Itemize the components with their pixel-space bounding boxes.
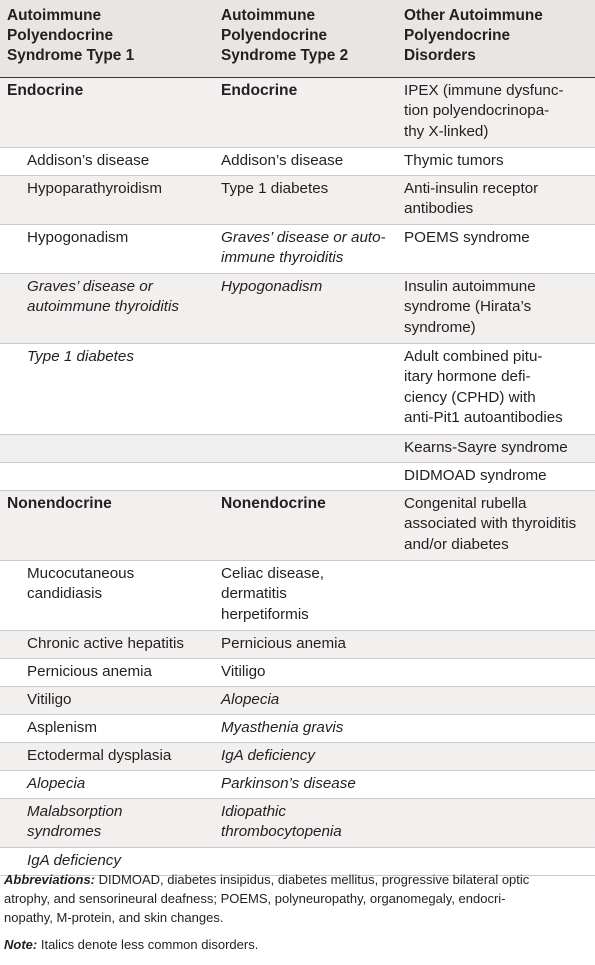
- table-cell: Vitiligo: [221, 662, 266, 680]
- cell-line: and/or diabetes: [404, 535, 509, 553]
- table-row: [0, 175, 595, 224]
- table-row: [0, 630, 595, 658]
- note-label: Note:: [4, 937, 38, 952]
- cell-line: Celiac disease,: [221, 564, 324, 582]
- table-cell: Pernicious anemia: [221, 634, 346, 652]
- cell-line: associated with thyroiditis: [404, 515, 577, 532]
- cell-line: Congenital rubella: [404, 494, 527, 512]
- header-line: Autoimmune: [221, 7, 316, 24]
- table-cell: [214, 462, 397, 490]
- table-cell: [0, 560, 214, 630]
- note-text: Italics denote less common disorders.: [40, 937, 259, 952]
- table-cell: [397, 343, 595, 434]
- table-cell: Thymic tumors: [404, 151, 504, 169]
- cell-line: Graves’ disease or auto-: [221, 228, 386, 246]
- cell-line: syndromes: [27, 823, 102, 840]
- table-cell: [397, 77, 595, 147]
- table-cell: [397, 273, 595, 343]
- abbreviations-note: [4, 870, 591, 927]
- abbreviations-label: Abbreviations:: [4, 872, 96, 887]
- header-line: Autoimmune: [7, 7, 102, 24]
- cell-line: thrombocytopenia: [221, 823, 342, 840]
- table-cell: [397, 490, 595, 560]
- table-cell: [214, 224, 397, 273]
- table-row: [0, 686, 595, 714]
- cell-line: anti-Pit1 autoantibodies: [404, 409, 563, 426]
- table-cell: [397, 175, 595, 224]
- table-cell: POEMS syndrome: [404, 228, 530, 246]
- table-cell: Ectodermal dysplasia: [27, 746, 172, 764]
- header-line: Polyendocrine: [221, 27, 328, 44]
- cell-line: syndrome): [404, 318, 476, 336]
- table-cell: [0, 273, 214, 343]
- header-line: Polyendocrine: [7, 27, 114, 44]
- cell-line: Anti-insulin receptor: [404, 179, 539, 197]
- table-cell: [397, 742, 595, 770]
- table-cell: IgA deficiency: [27, 851, 121, 869]
- table-cell: Type 1 diabetes: [27, 347, 134, 365]
- section-heading: Endocrine: [221, 81, 298, 99]
- table-row: [0, 742, 595, 770]
- table-cell: Type 1 diabetes: [221, 179, 329, 197]
- cell-line: autoimmune thyroiditis: [27, 298, 179, 315]
- cell-line: dermatitis: [221, 585, 287, 602]
- table-cell: Alopecia: [221, 690, 280, 708]
- cell-line: thy X-linked): [404, 122, 489, 140]
- table-cell: Myasthenia gravis: [221, 718, 344, 736]
- table-row: [0, 490, 595, 560]
- cell-line: Adult combined pitu-: [404, 347, 543, 365]
- table-row: [0, 560, 595, 630]
- table-cell: [0, 462, 214, 490]
- header-apst2: [214, 0, 397, 77]
- table-cell: Addison’s disease: [221, 151, 344, 169]
- table-cell: [397, 798, 595, 847]
- table-row: [0, 343, 595, 434]
- abbreviations-line: DIDMOAD, diabetes insipidus, diabetes mellitus, progressive bilateral optic: [98, 872, 530, 887]
- cell-line: immune thyroiditis: [221, 249, 344, 266]
- table-cell: Addison’s disease: [27, 151, 150, 169]
- table-cell: Kearns-Sayre syndrome: [404, 438, 568, 456]
- table-header-row: [0, 0, 595, 77]
- table-row: [0, 147, 595, 175]
- table-cell: Hypogonadism: [27, 228, 129, 246]
- table-row: [0, 434, 595, 462]
- table-cell: [0, 434, 214, 462]
- header-line: Syndrome Type 1: [7, 47, 135, 64]
- table-cell: [397, 686, 595, 714]
- table-row: [0, 770, 595, 798]
- table-cell: [397, 714, 595, 742]
- header-line: Syndrome Type 2: [221, 47, 349, 64]
- cell-line: herpetiformis: [221, 605, 309, 623]
- cell-line: itary hormone defi-: [404, 368, 531, 385]
- italics-note: [4, 935, 591, 954]
- cell-line: Mucocutaneous: [27, 564, 135, 582]
- header-line: Disorders: [404, 47, 476, 64]
- table-footnotes: [0, 870, 595, 954]
- header-apst1: [0, 0, 214, 77]
- cell-line: antibodies: [404, 200, 474, 217]
- cell-line: Malabsorption: [27, 802, 123, 820]
- abbreviations-line: nopathy, M-protein, and skin changes.: [4, 910, 224, 925]
- table-row: [0, 714, 595, 742]
- table-cell: Parkinson’s disease: [221, 774, 356, 792]
- abbreviations-line: atrophy, and sensorineural deafness; POEMS, polyneuropathy, organomegaly, endocri-: [4, 891, 506, 906]
- table-row: [0, 658, 595, 686]
- table-cell: DIDMOAD syndrome: [404, 466, 547, 484]
- table-cell: [397, 658, 595, 686]
- table-cell: [214, 798, 397, 847]
- table-cell: [397, 630, 595, 658]
- table-cell: Hypoparathyroidism: [27, 179, 163, 197]
- table-cell: Hypogonadism: [221, 277, 323, 295]
- cell-line: syndrome (Hirata’s: [404, 298, 532, 315]
- table-cell: Alopecia: [27, 774, 86, 792]
- table-cell: IgA deficiency: [221, 746, 315, 764]
- section-heading: Nonendocrine: [221, 494, 326, 512]
- table-cell: [0, 798, 214, 847]
- cell-line: IPEX (immune dysfunc-: [404, 81, 564, 99]
- table-cell: [397, 560, 595, 630]
- table-cell: [214, 434, 397, 462]
- table-cell: Asplenism: [27, 718, 98, 736]
- cell-line: candidiasis: [27, 585, 103, 602]
- table-cell: [214, 560, 397, 630]
- table-row: [0, 273, 595, 343]
- table-row: [0, 224, 595, 273]
- table-cell: [214, 343, 397, 434]
- cell-line: Insulin autoimmune: [404, 277, 536, 295]
- table-row: [0, 77, 595, 147]
- table-cell: Chronic active hepatitis: [27, 634, 185, 652]
- header-other: [397, 0, 595, 77]
- section-heading: Nonendocrine: [7, 494, 112, 512]
- section-heading: Endocrine: [7, 81, 84, 99]
- table-cell: Pernicious anemia: [27, 662, 152, 680]
- table-cell: Vitiligo: [27, 690, 72, 708]
- cell-line: ciency (CPHD) with: [404, 388, 536, 406]
- cell-line: Graves’ disease or: [27, 277, 153, 295]
- table-row: [0, 462, 595, 490]
- cell-line: Idiopathic: [221, 802, 287, 820]
- table-cell: [397, 770, 595, 798]
- header-line: Other Autoimmune: [404, 7, 543, 24]
- table-row: [0, 798, 595, 847]
- header-line: Polyendocrine: [404, 27, 511, 44]
- cell-line: tion polyendocrinopa-: [404, 102, 550, 119]
